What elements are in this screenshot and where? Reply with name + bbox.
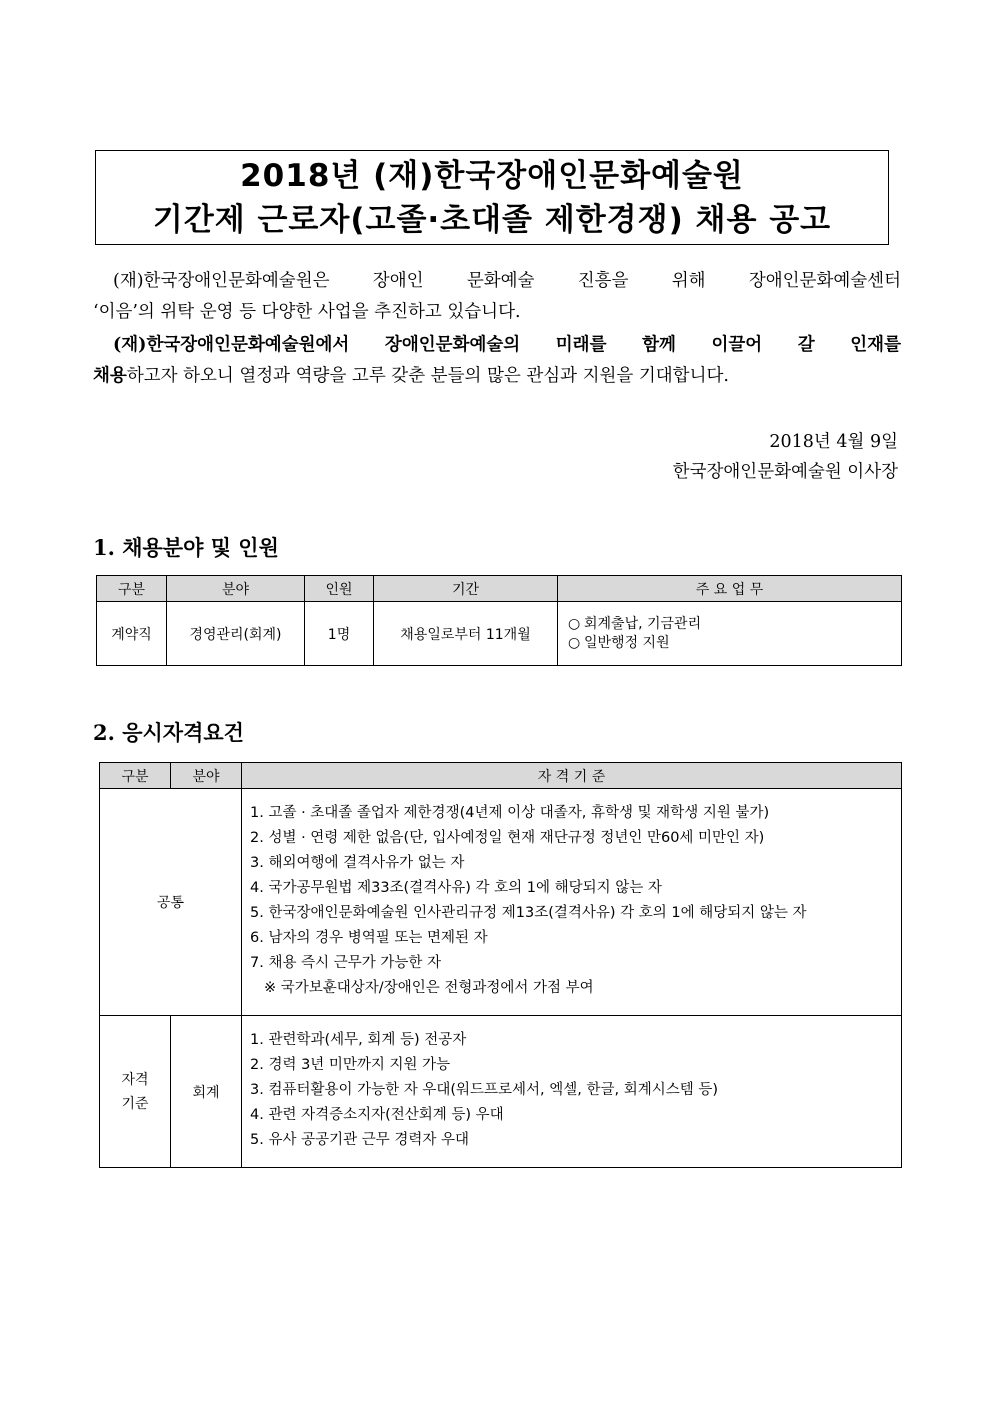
duty-text: 회계출납, 기금관리 <box>584 615 702 632</box>
cell-period: 채용일로부터 11개월 <box>374 602 558 666</box>
qual-label-line1: 자격 <box>121 1071 149 1088</box>
signature-block <box>673 427 898 487</box>
cell-common-items <box>242 789 902 1016</box>
cell-qual-field: 회계 <box>171 1016 242 1168</box>
table-row-qualification <box>100 1016 902 1168</box>
list-item: 4. 국가공무원법 제33조(결격사유) 각 호의 1에 해당되지 않는 자 <box>250 880 662 896</box>
header-period: 기간 <box>374 576 558 602</box>
section-2-heading: 2. 응시자격요건 <box>93 720 244 745</box>
cell-type: 계약직 <box>97 602 167 666</box>
duty-text: 일반행정 지원 <box>584 634 670 651</box>
header-type: 구분 <box>97 576 167 602</box>
intro-p2-line2 <box>93 361 901 392</box>
cell-count: 1명 <box>305 602 374 666</box>
header-duties: 주 요 업 무 <box>558 576 902 602</box>
table-header-row <box>100 763 902 789</box>
issue-date: 2018년 4월 9일 <box>769 432 898 452</box>
list-item: 2. 성별 · 연령 제한 없음(단, 입사예정일 현재 재단규정 정년인 만60세 미만인 자) <box>250 830 765 846</box>
title-line-1: 2018년 (재)한국장애인문화예술원 <box>240 158 744 194</box>
table-row-common <box>100 789 902 1016</box>
list-item: 7. 채용 즉시 근무가 가능한 자 <box>250 955 441 971</box>
title-box <box>95 150 889 245</box>
qual-label-line2: 기준 <box>121 1095 149 1112</box>
intro-p1-line1: (재)한국장애인문화예술원은 장애인 문화예술 진흥을 위해 장애인문화예술센터 <box>113 271 901 291</box>
intro-p2-line1: (재)한국장애인문화예술원에서 장애인문화예술의 미래를 함께 이끌어 갈 인재를 <box>113 335 901 355</box>
section-1-heading: 1. 채용분야 및 인원 <box>93 535 279 560</box>
intro-p2-rest: 하고자 하오니 열정과 역량을 고루 갖춘 분들의 많은 관심과 지원을 기대합니다. <box>126 366 729 386</box>
qualification-table <box>99 762 902 1168</box>
cell-duties <box>558 602 902 666</box>
table-row <box>97 602 902 666</box>
intro-p2-bold: 채용 <box>93 366 127 386</box>
intro-p1-line2: ‘이음’의 위탁 운영 등 다양한 사업을 추진하고 있습니다. <box>93 302 521 322</box>
bullet-icon: ○ <box>568 634 581 651</box>
list-item: 3. 해외여행에 결격사유가 없는 자 <box>250 855 465 871</box>
table-header-row <box>97 576 902 602</box>
note-item: ※ 국가보훈대상자/장애인은 전형과정에서 가점 부여 <box>264 980 594 996</box>
list-item: 3. 컴퓨터활용이 가능한 자 우대(워드프로세서, 엑셀, 한글, 회계시스템 등) <box>250 1082 719 1098</box>
recruitment-table <box>96 575 902 666</box>
list-item: 5. 유사 공공기관 근무 경력자 우대 <box>250 1132 469 1148</box>
header-field: 분야 <box>167 576 305 602</box>
duty-item <box>568 634 901 653</box>
cell-qual-label <box>100 1016 171 1168</box>
duty-item <box>568 615 901 634</box>
header-field: 분야 <box>171 763 242 789</box>
title-line-2: 기간제 근로자(고졸·초대졸 제한경쟁) 채용 공고 <box>152 202 832 238</box>
list-item: 5. 한국장애인문화예술원 인사관리규정 제13조(결격사유) 각 호의 1에 해당되지 않는 자 <box>250 905 807 921</box>
list-item: 2. 경력 3년 미만까지 지원 가능 <box>250 1057 451 1073</box>
intro-paragraph-2 <box>93 330 901 392</box>
list-item: 6. 남자의 경우 병역필 또는 면제된 자 <box>250 930 488 946</box>
list-item: 1. 고졸 · 초대졸 졸업자 제한경쟁(4년제 이상 대졸자, 휴학생 및 재학생 지원 불가) <box>250 805 770 821</box>
header-count: 인원 <box>305 576 374 602</box>
cell-common-label: 공통 <box>100 789 242 1016</box>
list-item: 4. 관련 자격증소지자(전산회계 등) 우대 <box>250 1107 504 1123</box>
cell-field: 경영관리(회계) <box>167 602 305 666</box>
header-criteria: 자 격 기 준 <box>242 763 902 789</box>
intro-paragraph-1 <box>93 266 901 328</box>
cell-qual-items <box>242 1016 902 1168</box>
list-item: 1. 관련학과(세무, 회계 등) 전공자 <box>250 1032 467 1048</box>
issuer: 한국장애인문화예술원 이사장 <box>672 462 898 482</box>
bullet-icon: ○ <box>568 615 581 632</box>
header-type: 구분 <box>100 763 171 789</box>
